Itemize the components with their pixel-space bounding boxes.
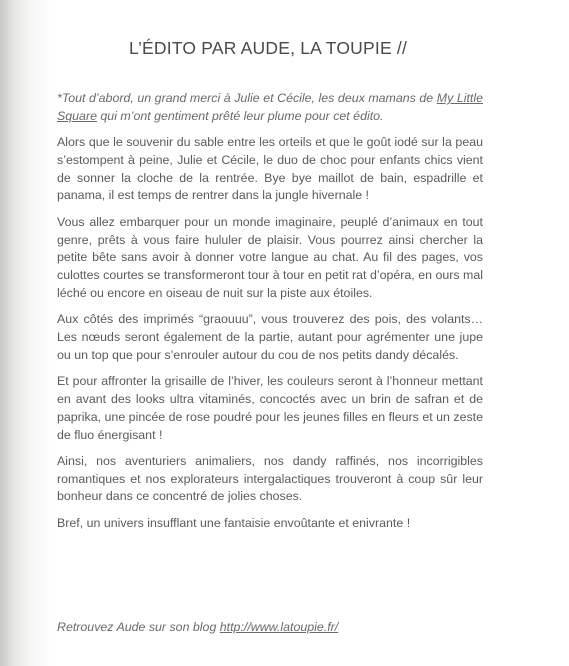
paragraph-aventuriers: Ainsi, nos aventuriers animaliers, nos dandy raffinés, nos incorrigibles romantiques et nos explorateurs intergalactiques trouveront à coup sûr leur bonheur dans ce concentré de jolies choses. (57, 453, 483, 504)
page-title: L’ÉDITO PAR AUDE, LA TOUPIE // (129, 38, 408, 58)
edito-body (57, 90, 483, 541)
paragraph-conclusion: Bref, un univers insufflant une fantaisie envoûtante et enivrante ! (57, 515, 411, 530)
intro-text-before: *Tout d’abord, un grand merci à Julie et Cécile, les deux mamans de (57, 91, 437, 105)
paragraph-monde-imaginaire: Vous allez embarquer pour un monde imaginaire, peuplé d’animaux en tout genre, prêts à vous faire hululer de plaisir. Vous pourrez ainsi chercher la petite bête sans avoir à donner votre langue au chat. Au fil des pages, vos culottes courtes se transformeront tour à tour en petit rat d’opéra, en ours mal léché ou encore en oiseau de nuit sur la piste aux étoiles. (57, 214, 483, 300)
blog-link[interactable]: http://www.latoupie.fr/ (219, 620, 339, 634)
intro-text-after: qui m’ont gentiment prêté leur plume pour cet édito. (96, 108, 384, 123)
intro-paragraph (57, 90, 483, 126)
paragraph-couleurs: Et pour affronter la grisaille de l’hiver, les couleurs seront à l’honneur mettant en avant des looks ultra vitaminés, concoctés avec un brin de safran et de paprika, une pincée de rose poudré pour les jeunes filles en fleurs et un zeste de fluo énergisant ! (57, 374, 483, 442)
signoff-line (57, 620, 338, 634)
paragraph-rentree: Alors que le souvenir du sable entre les orteils et que le goût iodé sur la peau s’estompent à peine, Julie et Cécile, le duo de choc pour enfants chics vient de sonner la cloche de la rentrée. Bye bye maillot de bain, espadrille et panama, il est temps de rentrer dans la jungle hivernale ! (57, 135, 483, 203)
paragraph-imprimes: Aux côtés des imprimés “graouuu”, vous trouverez des pois, des volants… Les nœuds seront également de la partie, autant pour agrémenter une jupe ou un top que pour s’enrouler autour du cou de nos petits dandy décalés. (57, 312, 483, 362)
signoff-text: Retrouvez Aude sur son blog (57, 620, 220, 634)
my-little-square-link[interactable]: My Little Square (57, 91, 483, 123)
